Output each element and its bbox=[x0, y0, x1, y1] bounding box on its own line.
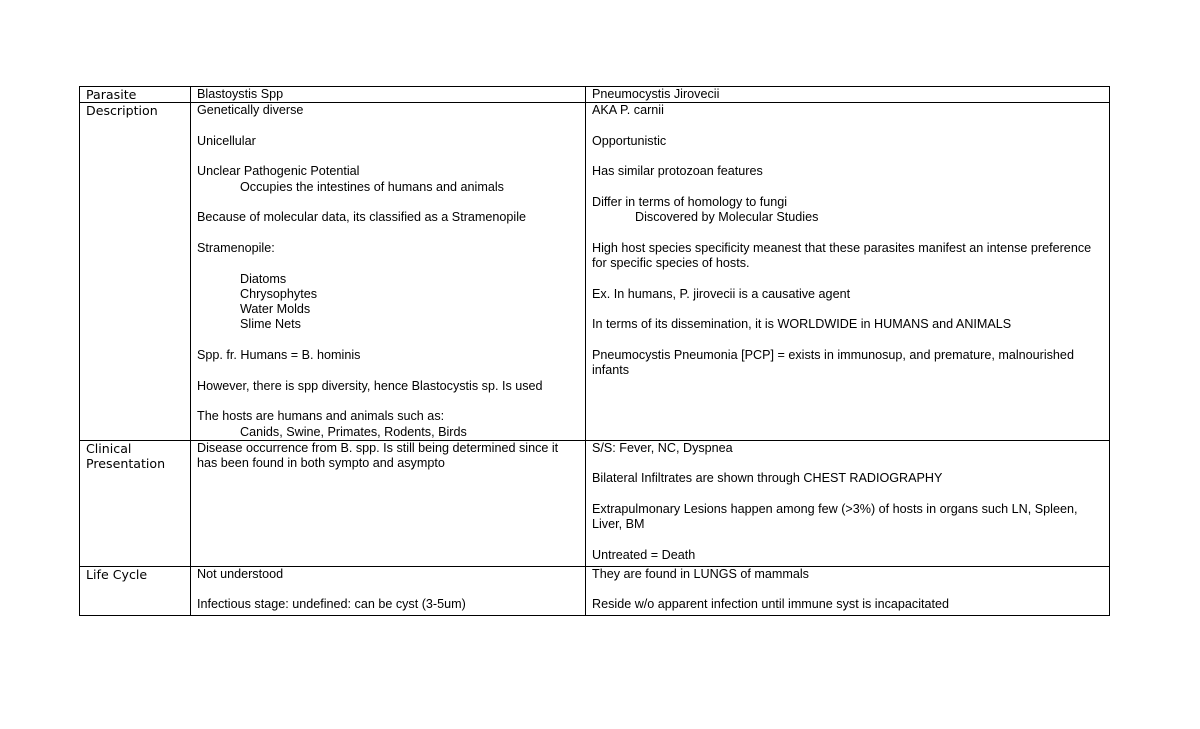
description-col1-p4: Because of molecular data, its classified as a Stramenopile bbox=[197, 210, 527, 225]
description-col2-p4-indent: Discovered by Molecular Studies bbox=[635, 210, 819, 225]
description-col2-p3: Has similar protozoan features bbox=[592, 164, 763, 179]
clinical-col1-cell bbox=[191, 440, 586, 566]
description-col2-p4: Differ in terms of homology to fungi bbox=[592, 195, 788, 210]
description-col1-cell bbox=[191, 103, 586, 441]
header-label-cell bbox=[80, 87, 191, 103]
stramenopile-item: Diatoms bbox=[240, 271, 287, 286]
life-cycle-row bbox=[80, 566, 1110, 615]
lifecycle-col1-p2: Infectious stage: undefined: can be cyst (3-5um) bbox=[197, 597, 466, 612]
clinical-col2-p1: S/S: Fever, NC, Dyspnea bbox=[592, 440, 733, 455]
description-col2-p7: In terms of its dissemination, it is WORLDWIDE in HUMANS and ANIMALS bbox=[592, 317, 1012, 332]
clinical-col2-cell bbox=[586, 440, 1110, 566]
lifecycle-col2-cell bbox=[586, 566, 1110, 615]
description-col1-p5: Stramenopile: bbox=[197, 240, 275, 255]
clinical-label: Clinical Presentation bbox=[86, 440, 166, 472]
description-col2-cell bbox=[586, 103, 1110, 441]
header-col1-cell bbox=[191, 87, 586, 103]
description-col2-p2: Opportunistic bbox=[592, 133, 667, 148]
description-col1-p3: Unclear Pathogenic Potential bbox=[197, 164, 360, 179]
description-row bbox=[80, 103, 1110, 441]
description-label: Description bbox=[86, 103, 158, 119]
description-label-cell bbox=[80, 103, 191, 441]
description-col1-p1: Genetically diverse bbox=[197, 103, 304, 118]
parasite-comparison-table bbox=[79, 86, 1110, 616]
header-col1-title: Blastoystis Spp bbox=[197, 87, 284, 101]
clinical-label-cell bbox=[80, 440, 191, 566]
description-col1-p8: The hosts are humans and animals such as: bbox=[197, 409, 445, 424]
description-col2-p6: Ex. In humans, P. jirovecii is a causative agent bbox=[592, 286, 851, 301]
description-col2-p5: High host species specificity meanest that these parasites manifest an intense preference for specific species of hosts. bbox=[592, 240, 1095, 271]
table-header-row bbox=[80, 87, 1110, 103]
lifecycle-col1-cell bbox=[191, 566, 586, 615]
stramenopile-item: Slime Nets bbox=[240, 317, 301, 332]
lifecycle-col2-p2: Reside w/o apparent infection until immune syst is incapacitated bbox=[592, 597, 950, 612]
description-col2-p1: AKA P. carnii bbox=[592, 103, 664, 118]
description-col1-p3-indent: Occupies the intestines of humans and animals bbox=[240, 179, 504, 194]
lifecycle-col2-p1: They are found in LUNGS of mammals bbox=[592, 566, 809, 581]
header-col2-cell bbox=[586, 87, 1110, 103]
description-col1-p6: Spp. fr. Humans = B. hominis bbox=[197, 348, 361, 363]
clinical-col2-p3: Extrapulmonary Lesions happen among few (>3%) of hosts in organs such LN, Spleen, Liver, BM bbox=[592, 502, 1081, 532]
header-label: Parasite bbox=[86, 87, 137, 102]
clinical-presentation-row bbox=[80, 440, 1110, 566]
lifecycle-col1-p1: Not understood bbox=[197, 566, 284, 581]
header-col2-title: Pneumocystis Jirovecii bbox=[592, 87, 720, 101]
description-col1-p7: However, there is spp diversity, hence Blastocystis sp. Is used bbox=[197, 378, 543, 393]
description-col1-p2: Unicellular bbox=[197, 133, 256, 148]
lifecycle-label: Life Cycle bbox=[86, 566, 148, 582]
description-col1-p8-indent: Canids, Swine, Primates, Rodents, Birds bbox=[240, 424, 467, 439]
clinical-col2-p2: Bilateral Infiltrates are shown through CHEST RADIOGRAPHY bbox=[592, 471, 943, 486]
stramenopile-item: Water Molds bbox=[240, 302, 311, 317]
clinical-col1-p1: Disease occurrence from B. spp. Is still being determined since it has been found in both sympto and asympto bbox=[197, 440, 562, 471]
description-col2-p8: Pneumocystis Pneumonia [PCP] = exists in immunosup, and premature, malnourished infants bbox=[592, 348, 1078, 378]
clinical-col2-p4: Untreated = Death bbox=[592, 547, 696, 562]
lifecycle-label-cell bbox=[80, 566, 191, 615]
stramenopile-item: Chrysophytes bbox=[240, 286, 317, 301]
